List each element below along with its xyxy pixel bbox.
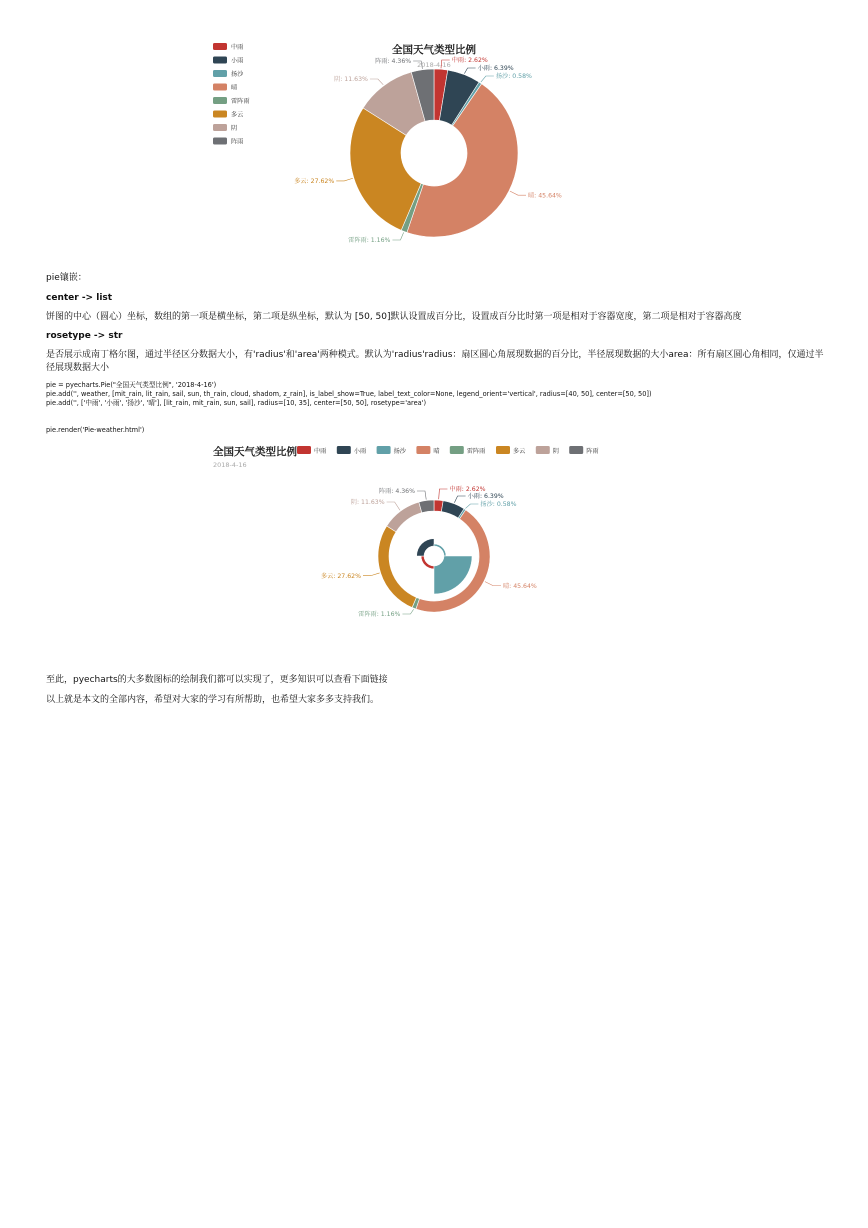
legend-swatch-2[interactable]: [377, 446, 391, 454]
legend-label-4[interactable]: 雷阵雨: [231, 98, 250, 106]
chart-2-title: 全国天气类型比例: [213, 446, 297, 458]
label-line-1: [464, 68, 475, 74]
pie-chart-1: [205, 36, 575, 261]
chart-1-svg: [205, 36, 575, 261]
data-label-2: 扬沙: 0.58%: [495, 73, 532, 81]
data-label-7: 阵雨: 4.36%: [375, 58, 412, 66]
code-line-3: pie.add('', ['中雨', '小雨', '扬沙', '晴'], [lit_rain, mit_rain, sun, sail], radius=[10, 35], center=[50, 50], rosetype='area'): [46, 399, 427, 407]
data-label-5: 多云: 27.62%: [320, 572, 361, 580]
conclusion-line-2: 以上就是本文的全部内容，希望对大家的学习有所帮助，也希望大家多多支持我们。: [46, 695, 380, 705]
donut-slice-5: [378, 526, 416, 608]
legend-label-6[interactable]: 阴: [552, 448, 559, 455]
legend-swatch-0[interactable]: [297, 446, 311, 454]
legend-label-7[interactable]: 阵雨: [231, 138, 244, 146]
conclusion-line-1: 至此，pyecharts的大多数图标的绘制我们都可以实现了，更多知识可以查看下面链接: [46, 675, 388, 685]
legend-label-2[interactable]: 扬沙: [393, 448, 406, 455]
data-label-4: 雷阵雨: 1.16%: [348, 237, 391, 245]
legend-swatch-3[interactable]: [213, 84, 227, 91]
chart-2-svg: [205, 440, 599, 665]
chart-1-legend: [213, 43, 250, 146]
donut-slice-6: [387, 502, 422, 532]
chart-2-subtitle: 2018-4-16: [213, 461, 247, 469]
pie-embed-label: pie镶嵌：: [46, 273, 87, 283]
data-label-3: 晴: 45.64%: [502, 582, 537, 590]
data-label-0: 中雨: 2.62%: [451, 57, 488, 65]
legend-label-1[interactable]: 小雨: [353, 448, 367, 455]
legend-swatch-5[interactable]: [496, 446, 510, 454]
code-render-line: pie.render('Pie-weather.html'): [46, 426, 145, 434]
data-label-1: 小雨: 6.39%: [477, 65, 514, 73]
label-line-2: [481, 76, 494, 82]
legend-swatch-2[interactable]: [213, 70, 227, 77]
data-label-0: 中雨: 2.62%: [449, 486, 486, 494]
legend-label-6[interactable]: 阴: [231, 125, 238, 133]
legend-swatch-4[interactable]: [213, 97, 227, 104]
legend-label-0[interactable]: 中雨: [314, 448, 327, 455]
code-line-2: pie.add('', weather, [mit_rain, lit_rain, sail, sun, th_rain, cloud, shadom, z_rain], is_label_show=True, label_text_color=None, legend_orient='vertical', radius=[40, 50], center=[50, 50]): [46, 390, 652, 398]
label-line-6: [370, 79, 383, 85]
data-label-1: 小雨: 6.39%: [467, 493, 504, 501]
legend-swatch-5[interactable]: [213, 111, 227, 118]
data-label-2: 扬沙: 0.58%: [480, 501, 517, 509]
legend-label-2[interactable]: 扬沙: [231, 71, 244, 79]
label-line-1: [454, 496, 465, 503]
pie-chart-2: [205, 440, 599, 665]
data-label-3: 晴: 45.64%: [527, 192, 562, 200]
label-line-2: [465, 504, 478, 508]
rose-slice-2: [434, 544, 446, 556]
label-line-4: [392, 232, 403, 240]
data-label-4: 雷阵雨: 1.16%: [358, 611, 401, 619]
legend-label-3[interactable]: 晴: [433, 448, 440, 455]
label-line-6: [387, 502, 400, 510]
legend-label-7[interactable]: 阵雨: [586, 448, 599, 455]
rose-slice-0: [421, 556, 434, 569]
label-line-3: [485, 582, 501, 586]
legend-swatch-6[interactable]: [536, 446, 550, 454]
legend-swatch-6[interactable]: [213, 124, 227, 131]
chart-2-slices: [378, 500, 490, 612]
legend-label-5[interactable]: 多云: [231, 111, 244, 119]
data-label-6: 阴: 11.63%: [334, 76, 368, 84]
center-heading: center -> list: [46, 293, 113, 303]
label-line-7: [417, 491, 426, 500]
code-line-1: pie = pyecharts.Pie("全国天气类型比例", '2018-4-16'): [46, 381, 217, 389]
chart-2-legend: [297, 446, 599, 455]
legend-swatch-7[interactable]: [569, 446, 583, 454]
label-line-0: [439, 489, 448, 499]
data-label-5: 多云: 27.62%: [294, 178, 335, 186]
legend-label-4[interactable]: 雷阵雨: [466, 448, 486, 455]
legend-label-5[interactable]: 多云: [513, 448, 526, 455]
donut-slice-7: [419, 500, 434, 513]
rose-slice-1: [417, 539, 434, 556]
label-line-4: [402, 609, 413, 614]
label-line-3: [510, 191, 526, 195]
rosetype-heading: rosetype -> str: [46, 331, 123, 341]
legend-swatch-1[interactable]: [213, 57, 227, 64]
legend-label-0[interactable]: 中雨: [231, 44, 244, 52]
label-line-5: [363, 573, 380, 576]
legend-swatch-3[interactable]: [416, 446, 430, 454]
chart-1-subtitle: 2018-4-16: [417, 61, 451, 69]
legend-swatch-7[interactable]: [213, 138, 227, 145]
chart-2-rose: [417, 539, 472, 594]
chart-1-title: 全国天气类型比例: [392, 44, 476, 56]
legend-label-3[interactable]: 晴: [231, 84, 238, 92]
data-label-7: 阵雨: 4.36%: [378, 488, 415, 496]
legend-swatch-1[interactable]: [337, 446, 351, 454]
legend-swatch-4[interactable]: [450, 446, 464, 454]
legend-label-1[interactable]: 小雨: [231, 57, 244, 65]
legend-swatch-0[interactable]: [213, 43, 227, 50]
rosetype-description: 是否展示成南丁格尔图，通过半径区分数据大小，有'radius'和'area'两种模式。默认为'radius'radius：扇区圆心角展现数据的百分比，半径展现数据的大小area：所有扇区圆心角相同，仅通过半径展现数据大小: [46, 350, 824, 373]
data-label-6: 阴: 11.63%: [350, 499, 385, 507]
chart-1-slices: [350, 69, 518, 237]
label-line-5: [336, 178, 353, 181]
center-description: 饼图的中心（圆心）坐标，数组的第一项是横坐标，第二项是纵坐标，默认为 [50, 50]默认设置成百分比，设置成百分比时第一项是相对于容器宽度，第二项是相对于容器高度: [46, 312, 742, 322]
